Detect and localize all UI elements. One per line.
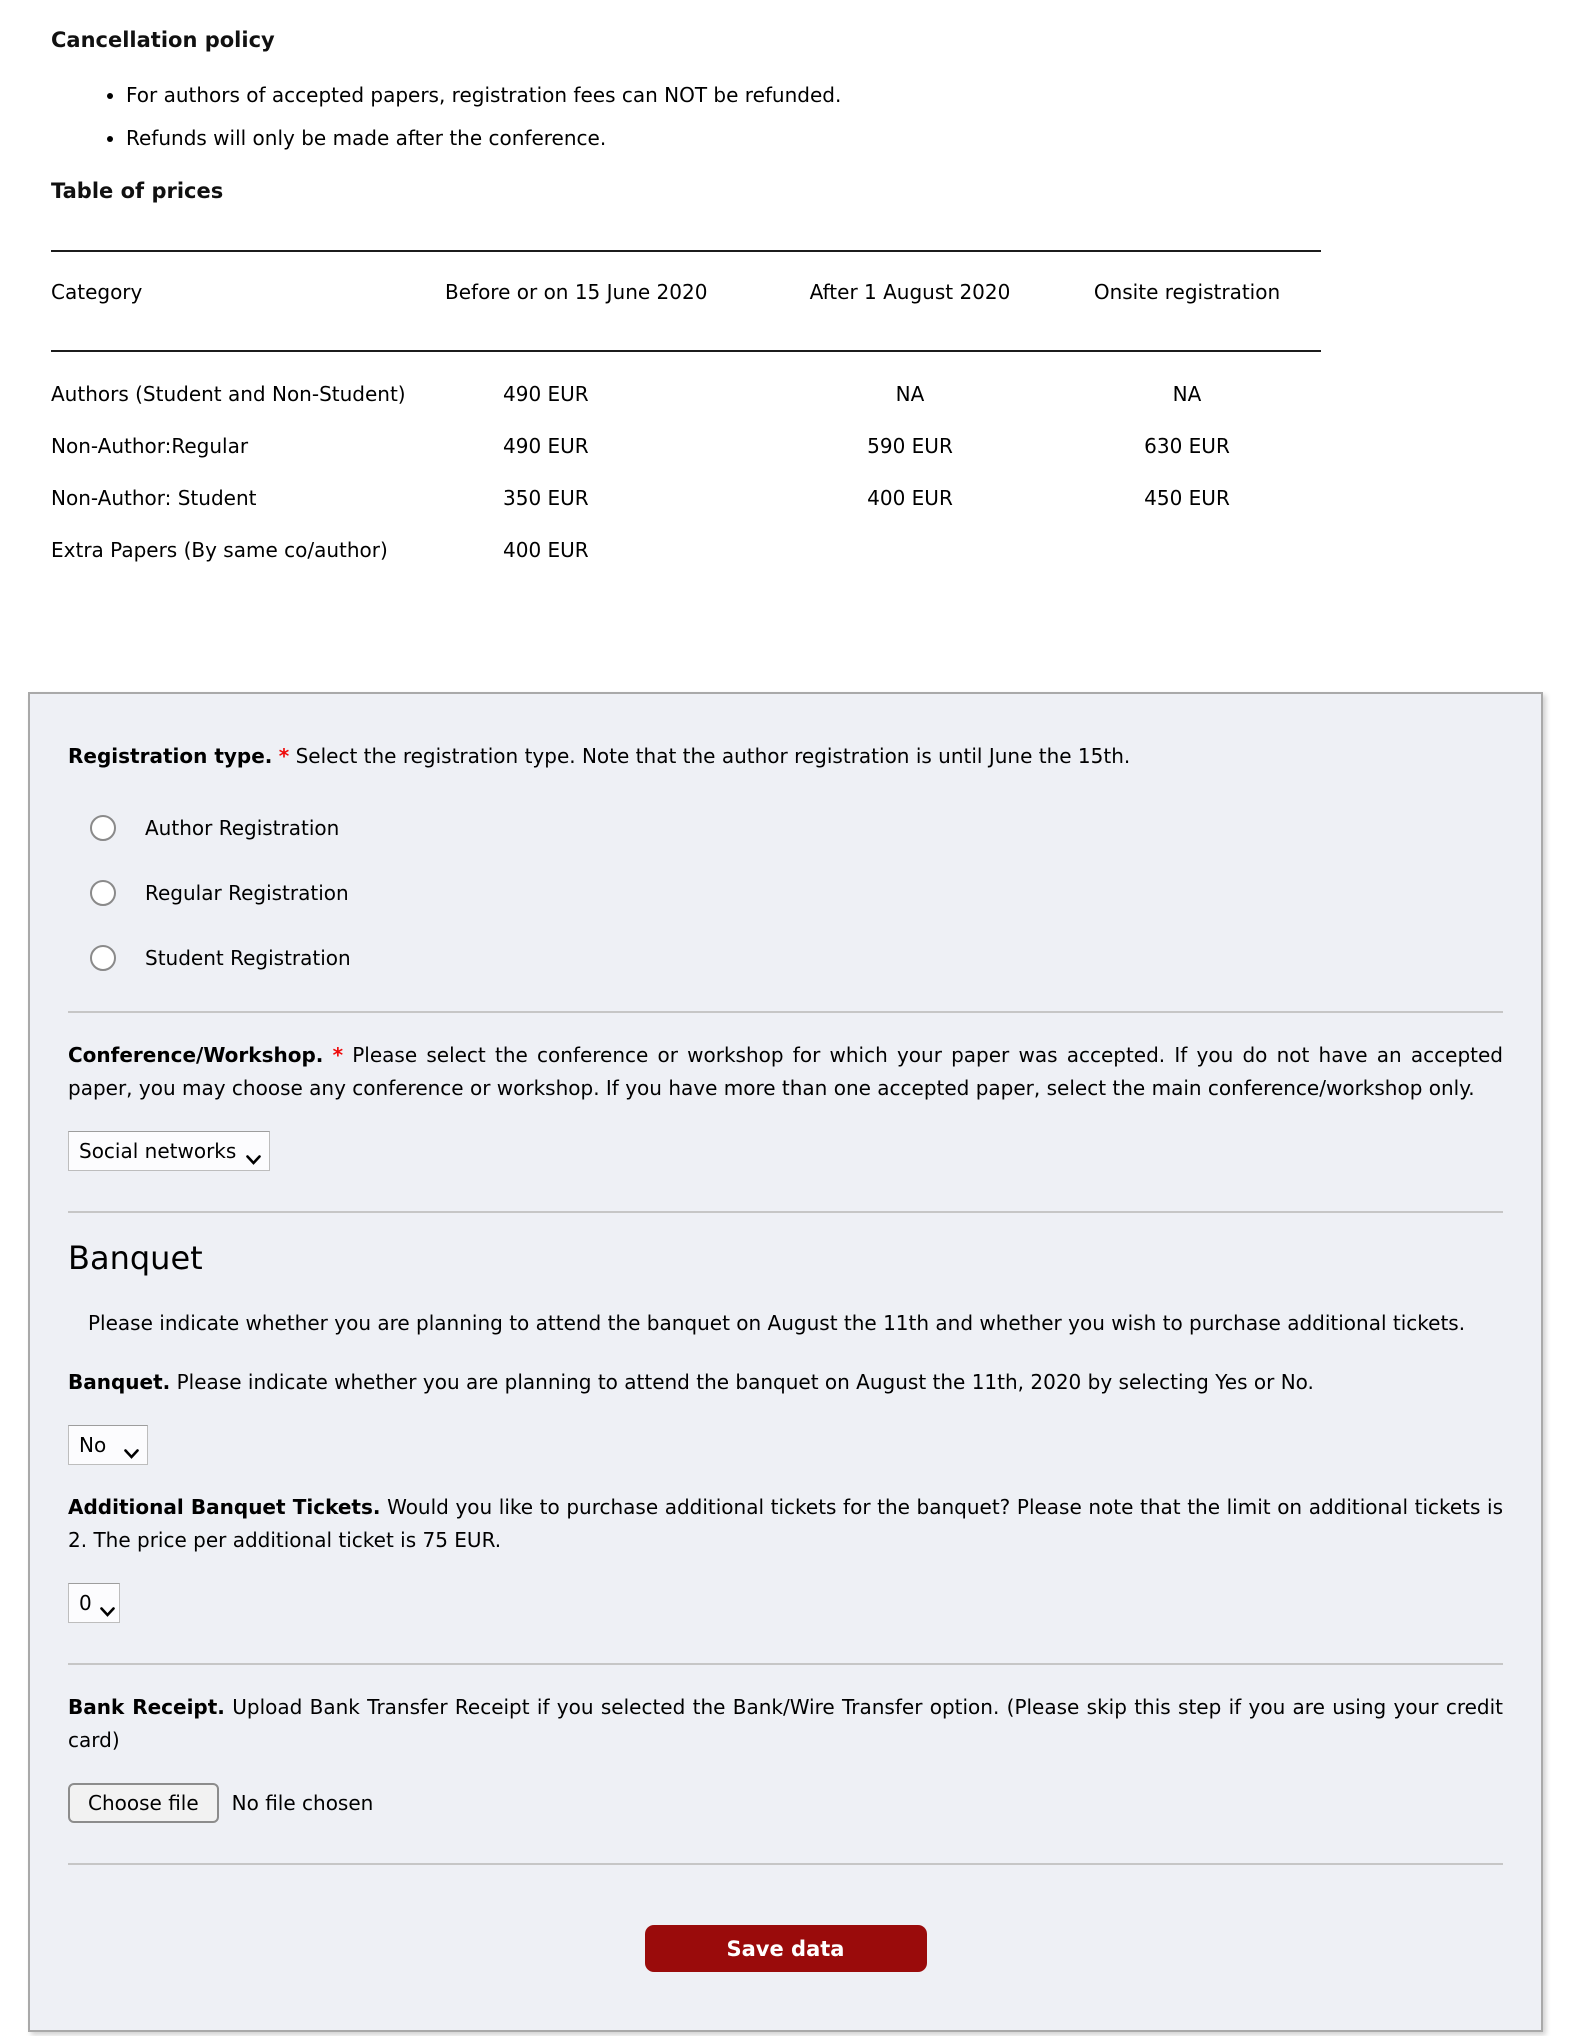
radio-option-label: Regular Registration [145, 881, 349, 905]
banquet-description: Please indicate whether you are planning to attend the banquet on August the 11th, 2020 by selecting Yes or No. [176, 1370, 1314, 1394]
bank-receipt-file-input [68, 1783, 1503, 1823]
radio-option-label: Author Registration [145, 816, 340, 840]
radio-option-author-registration[interactable] [68, 815, 1503, 841]
table-cell: 350 EUR [503, 486, 589, 510]
bank-receipt-description: Upload Bank Transfer Receipt if you selected the Bank/Wire Transfer option. (Please skip this step if you are using your credit card) [68, 1695, 1504, 1752]
table-cell: Non-Author: Student [51, 486, 257, 510]
radio-option-regular-registration[interactable] [68, 880, 1503, 906]
additional-tickets-description: Would you like to purchase additional tickets for the banquet? Please note that the limit on additional tickets is 2. The price per additional ticket is 75 EUR. [68, 1495, 1504, 1552]
bank-receipt-label: Bank Receipt. [68, 1695, 225, 1719]
column-header: After 1 August 2020 [809, 280, 1011, 304]
table-cell: Non-Author:Regular [51, 434, 249, 458]
required-asterisk: * [332, 1043, 344, 1067]
chevron-down-icon [100, 1598, 115, 1608]
section-divider [68, 1663, 1503, 1665]
table-row [51, 486, 1321, 510]
table-cell: Extra Papers (By same co/author) [51, 538, 388, 562]
choose-file-button[interactable]: Choose file [68, 1783, 219, 1823]
table-row [51, 382, 1321, 406]
table-cell: 400 EUR [867, 486, 953, 510]
registration-type-radio-group [68, 815, 1503, 971]
list-item: • For authors of accepted papers, registration fees can NOT be refunded. [126, 82, 1576, 108]
registration-type-field-label [68, 740, 1503, 773]
conference-workshop-select[interactable] [68, 1131, 270, 1171]
table-body [51, 352, 1321, 616]
selected-option-label: 0 [79, 1591, 92, 1615]
document-section [0, 0, 1576, 616]
table-of-prices-title: Table of prices [51, 179, 224, 203]
radio-button-icon[interactable] [90, 945, 116, 971]
banquet-intro-text: Please indicate whether you are planning to attend the banquet on August the 11th and whether you wish to purchase additional tickets. [88, 1311, 1466, 1335]
save-button-row [68, 1925, 1503, 1972]
registration-type-description: Select the registration type. Note that the author registration is until June the 15th. [295, 744, 1131, 768]
chevron-down-icon [124, 1440, 139, 1450]
table-row [51, 434, 1321, 458]
selected-option-label: No [79, 1433, 107, 1457]
conference-workshop-description: Please select the conference or workshop for which your paper was accepted. If you do not have an accepted paper, you may choose any conference or workshop. If you have more than one accepted paper, select the main conference/workshop only. [68, 1043, 1504, 1100]
table-header-row [51, 252, 1321, 350]
table-cell: NA [895, 382, 925, 406]
table-cell: 450 EUR [1144, 486, 1230, 510]
radio-button-icon[interactable] [90, 880, 116, 906]
registration-type-label: Registration type. [68, 744, 273, 768]
selected-option-label: Social networks [79, 1139, 237, 1163]
table-cell: 630 EUR [1144, 434, 1230, 458]
additional-tickets-label: Additional Banquet Tickets. [68, 1495, 381, 1519]
save-data-button[interactable]: Save data [645, 1925, 927, 1972]
radio-option-student-registration[interactable] [68, 945, 1503, 971]
column-header: Before or on 15 June 2020 [445, 280, 708, 304]
table-cell: 590 EUR [867, 434, 953, 458]
table-cell: Authors (Student and Non-Student) [51, 382, 406, 406]
column-header: Onsite registration [1093, 280, 1281, 304]
price-table [51, 250, 1321, 616]
section-divider [68, 1011, 1503, 1013]
list-item: • Refunds will only be made after the conference. [126, 125, 1576, 151]
additional-tickets-select[interactable] [68, 1583, 120, 1623]
radio-option-label: Student Registration [145, 946, 351, 970]
table-row [51, 538, 1321, 562]
cancellation-policy-list [126, 82, 1576, 151]
conference-workshop-label: Conference/Workshop. [68, 1043, 324, 1067]
section-divider [68, 1211, 1503, 1213]
banquet-label: Banquet. [68, 1370, 171, 1394]
table-cell: 490 EUR [503, 434, 589, 458]
registration-form-panel [28, 692, 1543, 2032]
required-asterisk: * [278, 744, 290, 768]
banquet-select[interactable] [68, 1425, 148, 1465]
file-chosen-status: No file chosen [231, 1791, 374, 1815]
table-cell: NA [1172, 382, 1202, 406]
cancellation-policy-title: Cancellation policy [51, 28, 275, 52]
bank-receipt-field-label [68, 1691, 1503, 1757]
chevron-down-icon [246, 1146, 261, 1156]
conference-workshop-field-label [68, 1039, 1503, 1105]
column-header: Category [51, 280, 143, 304]
table-cell: 490 EUR [503, 382, 589, 406]
banquet-section-title: Banquet [68, 1239, 203, 1277]
radio-button-icon[interactable] [90, 815, 116, 841]
additional-tickets-field-label [68, 1491, 1503, 1557]
table-cell: 400 EUR [503, 538, 589, 562]
section-divider [68, 1863, 1503, 1865]
banquet-field-label [68, 1366, 1503, 1399]
